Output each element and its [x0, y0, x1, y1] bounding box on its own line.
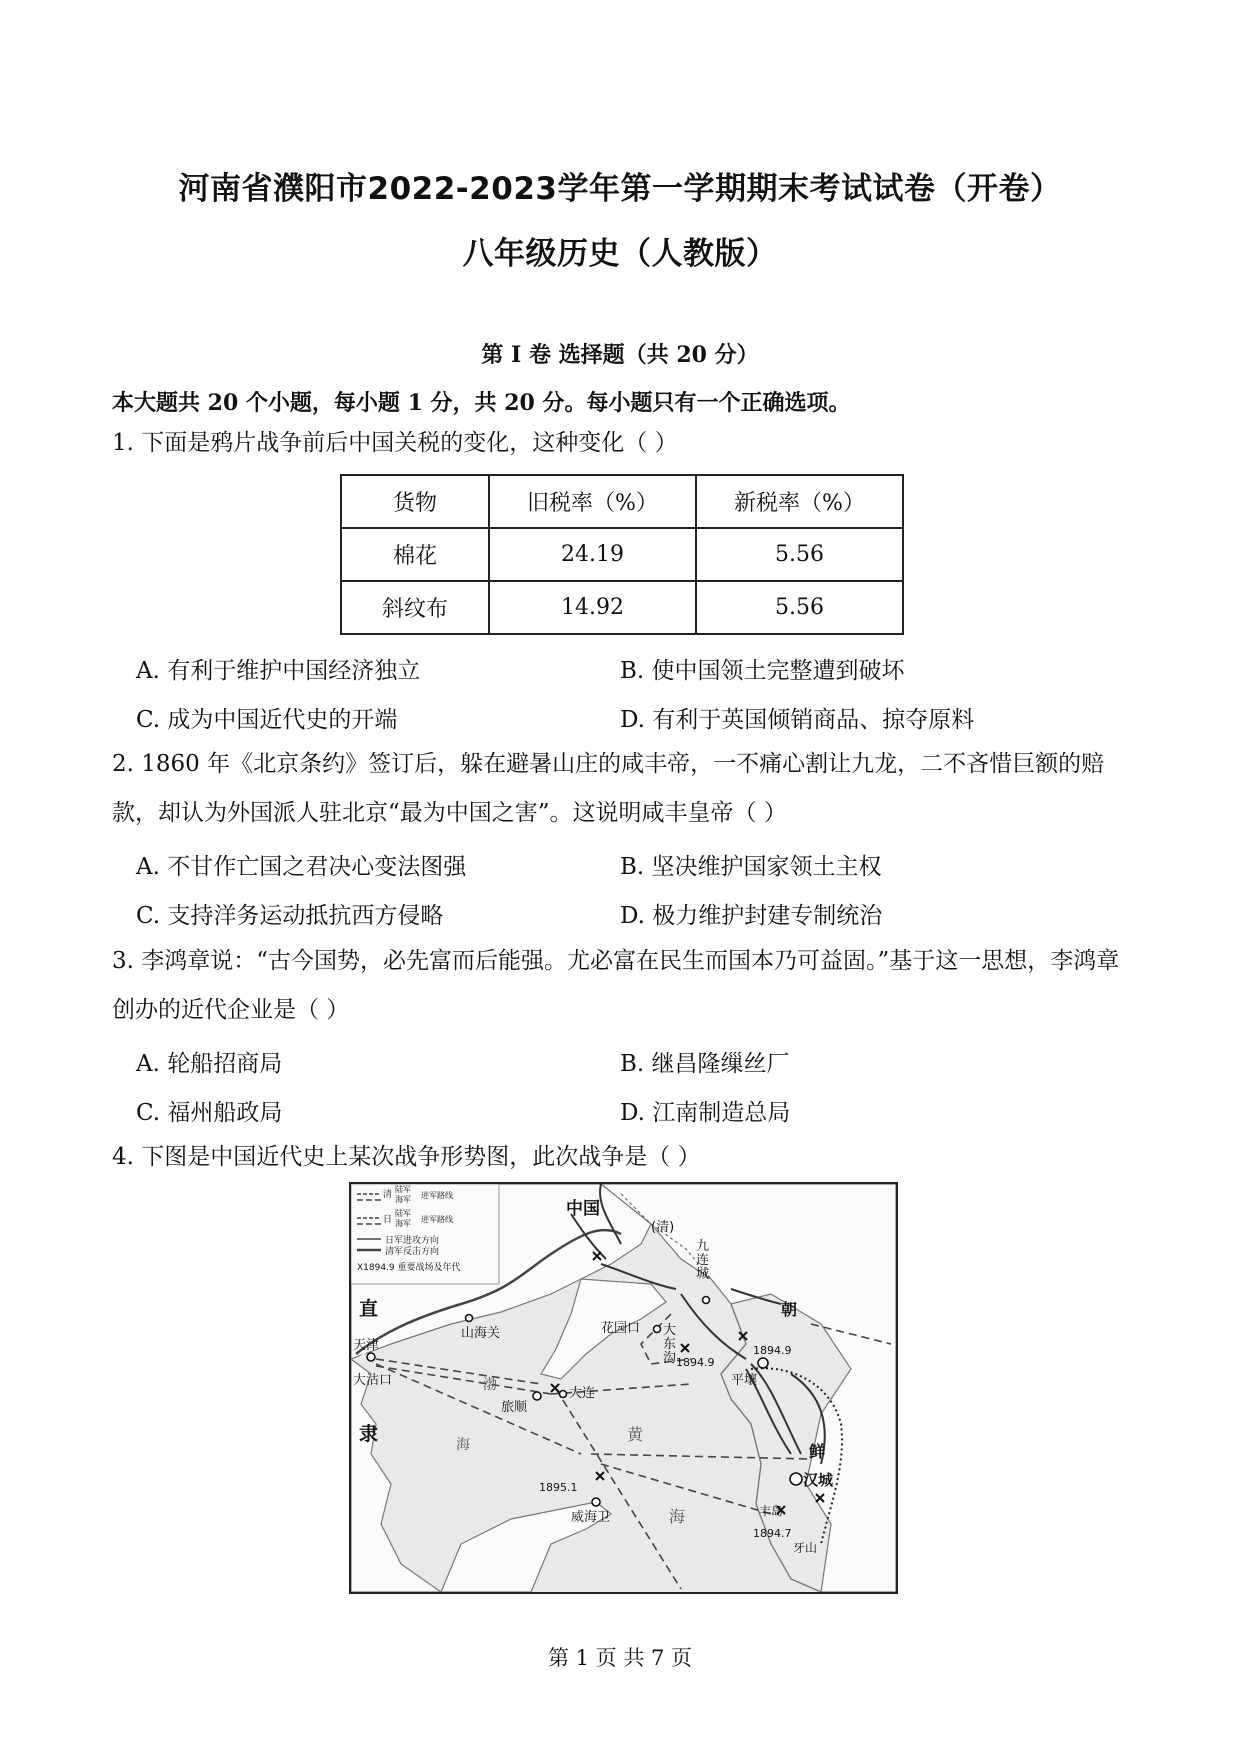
label-chao: 朝 — [781, 1300, 798, 1319]
label-bo: 渤 — [483, 1377, 497, 1393]
q3-option-d[interactable]: D. 江南制造总局 — [620, 1100, 791, 1126]
label-lushun: 旅顺 — [501, 1400, 528, 1415]
label-dagukou: 大沽口 — [353, 1373, 393, 1388]
q2-option-a[interactable]: A. 不甘作亡国之君决心变法图强 — [136, 854, 467, 880]
page-footer: 第 1 页 共 7 页 — [547, 1646, 693, 1670]
q3-option-a[interactable]: A. 轮船招商局 — [136, 1051, 283, 1077]
label-yashan: 牙山 — [793, 1541, 818, 1555]
label-hai-bohai: 海 — [456, 1437, 470, 1453]
table-header-cell: 旧税率（%） — [489, 475, 696, 528]
q1-option-b[interactable]: B. 使中国领土完整遭到破坏 — [620, 658, 905, 684]
label-shanhaiguan: 山海关 — [461, 1326, 501, 1341]
label-dalian: 大连 — [569, 1386, 596, 1401]
section-heading: 第 I 卷 选择题（共 20 分） — [481, 342, 759, 368]
table-cell: 斜纹布 — [341, 581, 489, 634]
label-date-weihaiwei: 1895.1 — [539, 1481, 578, 1494]
table-cell: 14.92 — [489, 581, 696, 634]
question-2-stem: 2. 1860 年《北京条约》签订后，躲在避暑山庄的咸丰帝，一不痛心割让九龙，二不吝惜巨额的赔款，却认为外国派人驻北京“最为中国之害”。这说明咸丰皇帝（ ） — [112, 751, 1105, 826]
legend-japan-army: 陆军 — [395, 1209, 411, 1218]
q3-option-b[interactable]: B. 继昌隆缫丝厂 — [620, 1051, 790, 1077]
label-date-fengdao: 1894.7 — [753, 1527, 792, 1540]
table-cell: 棉花 — [341, 528, 489, 581]
label-date-pingrang: 1894.9 — [753, 1344, 792, 1357]
table-header-cell: 新税率（%） — [696, 475, 903, 528]
label-jiuliancheng: 九连城 — [696, 1239, 710, 1282]
q1-option-d[interactable]: D. 有利于英国倾销商品、掠夺原料 — [620, 707, 975, 733]
legend-qing-counter: 清军反击方向 — [385, 1247, 440, 1257]
question-1-stem: 1. 下面是鸦片战争前后中国关税的变化，这种变化（ ） — [112, 430, 678, 456]
legend-qing-army: 陆军 — [395, 1185, 411, 1194]
label-pingrang: 平壤 — [731, 1373, 758, 1388]
label-qing: (清) — [651, 1220, 675, 1235]
legend-japan-attack: 日军进攻方向 — [385, 1236, 440, 1246]
table-cell: 5.56 — [696, 528, 903, 581]
label-china: 中国 — [566, 1199, 600, 1219]
label-huang: 黄 — [627, 1425, 644, 1444]
label-hancheng: 汉城 — [803, 1471, 834, 1489]
exam-title: 河南省濮阳市2022-2023学年第一学期期末考试试卷（开卷） — [178, 171, 1062, 207]
label-fengdao: 丰岛 — [759, 1504, 784, 1518]
table-row — [341, 528, 903, 581]
q3-option-c[interactable]: C. 福州船政局 — [136, 1100, 283, 1126]
legend-qing: 清 — [383, 1190, 393, 1200]
legend-japan-navy: 海军 — [395, 1219, 411, 1228]
q2-option-d[interactable]: D. 极力维护封建专制统治 — [620, 903, 883, 929]
label-huayuankou: 花园口 — [601, 1321, 641, 1336]
table-row — [341, 581, 903, 634]
q1-option-a[interactable]: A. 有利于维护中国经济独立 — [136, 658, 421, 684]
section-instructions: 本大题共 20 个小题，每小题 1 分，共 20 分。每小题只有一个正确选项。 — [112, 390, 851, 416]
label-li: 隶 — [359, 1423, 379, 1445]
table-header-row — [341, 475, 903, 528]
label-xian: 鲜 — [809, 1442, 826, 1461]
question-3-stem: 3. 李鸿章说：“古今国势，必先富而后能强。尤必富在民生而国本乃可益固。”基于这一思想，李鸿章创办的近代企业是（ ） — [112, 948, 1120, 1023]
label-tianjin: 天津 — [353, 1338, 380, 1353]
label-dadonggou: 大东沟 — [663, 1323, 677, 1366]
legend-japan: 日 — [383, 1215, 393, 1225]
legend-japan-route: 进军路线 — [421, 1215, 453, 1224]
label-date-dadonggou: 1894.9 — [676, 1356, 715, 1369]
legend-battle: X1894.9 重要战场及年代 — [357, 1263, 461, 1273]
question-4-stem: 4. 下图是中国近代史上某次战争形势图，此次战争是（ ） — [112, 1144, 701, 1170]
table-header-cell: 货物 — [341, 475, 489, 528]
label-zhi: 直 — [359, 1298, 379, 1320]
legend-qing-navy: 海军 — [395, 1195, 411, 1204]
label-weihaiwei: 威海卫 — [571, 1510, 611, 1525]
q2-option-c[interactable]: C. 支持洋务运动抵抗西方侵略 — [136, 903, 444, 929]
exam-subtitle: 八年级历史（人教版） — [462, 236, 778, 272]
label-hai-huanghai: 海 — [669, 1507, 686, 1526]
legend-qing-route: 进军路线 — [421, 1191, 453, 1200]
q2-option-b[interactable]: B. 坚决维护国家领土主权 — [620, 854, 882, 880]
table-cell: 5.56 — [696, 581, 903, 634]
war-situation-map — [349, 1182, 898, 1594]
table-cell: 24.19 — [489, 528, 696, 581]
q1-option-c[interactable]: C. 成为中国近代史的开端 — [136, 707, 398, 733]
tariff-table — [340, 474, 904, 635]
